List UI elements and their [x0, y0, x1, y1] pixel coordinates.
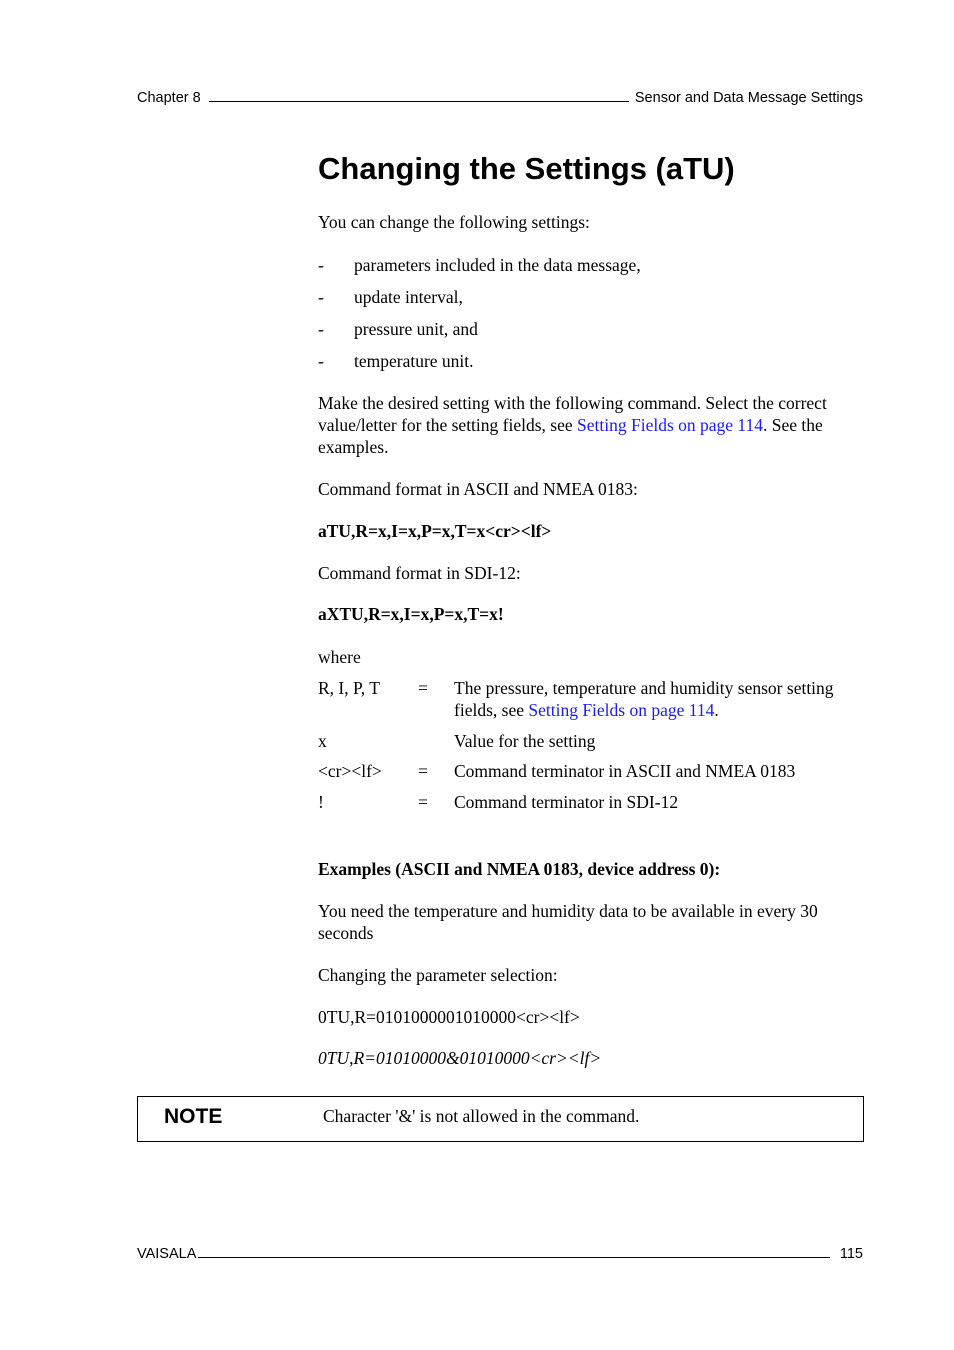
list-dash: - — [318, 287, 324, 307]
example-command-alt: 0TU,R=01010000&01010000<cr><lf> — [318, 1048, 602, 1068]
definition-desc-end: . — [714, 700, 719, 720]
sdi-command-text: aXTU,R=x,I=x,P=x,T=x! — [318, 604, 504, 624]
list-item: parameters included in the data message, — [354, 255, 641, 275]
ascii-command — [318, 520, 864, 542]
example-command: 0TU,R=0101000001010000<cr><lf> — [318, 1007, 580, 1027]
section-label: Sensor and Data Message Settings — [634, 90, 863, 106]
page-number: 115 — [839, 1246, 863, 1262]
ascii-command-text: aTU,R=x,I=x,P=x,T=x<cr><lf> — [318, 521, 552, 541]
setting-fields-link[interactable]: Setting Fields on page 114 — [577, 415, 764, 435]
definition-term: x — [318, 731, 327, 751]
list-item: update interval, — [354, 287, 463, 307]
definition-equals: = — [418, 678, 428, 698]
chapter-label: Chapter 8 — [137, 90, 201, 106]
note-text: Character '&' is not allowed in the command. — [323, 1106, 640, 1126]
intro-text: You can change the following settings: — [318, 212, 590, 232]
footer-rule — [198, 1257, 830, 1258]
instruction-paragraph — [318, 392, 864, 458]
definition-term: ! — [318, 792, 324, 812]
setting-fields-link[interactable]: Setting Fields on page 114 — [528, 700, 715, 720]
definition-term: R, I, P, T — [318, 678, 380, 698]
ascii-format-label: Command format in ASCII and NMEA 0183: — [318, 479, 638, 499]
note-box — [137, 1096, 864, 1142]
instruction-text: Make the desired setting with the following command. Select the correct value/letter for the setting fields, see — [318, 393, 827, 435]
examples-heading — [318, 858, 864, 880]
instruction-text-end: . See the examples. — [318, 415, 823, 457]
definition-desc — [454, 677, 864, 721]
page-title: Changing the Settings (aTU) — [318, 151, 735, 186]
definition-term: <cr><lf> — [318, 761, 382, 781]
page-header — [137, 86, 863, 106]
definition-equals: = — [418, 761, 428, 781]
list-dash: - — [318, 319, 324, 339]
note-label: NOTE — [164, 1105, 223, 1128]
list-dash: - — [318, 255, 324, 275]
list-item: temperature unit. — [354, 351, 474, 371]
definition-equals: = — [418, 792, 428, 812]
page-footer — [137, 1242, 863, 1262]
sdi-command — [318, 603, 864, 625]
changing-label: Changing the parameter selection: — [318, 965, 558, 985]
definition-desc-text: The pressure, temperature and humidity sensor setting fields, see — [454, 678, 834, 720]
sdi-format-label: Command format in SDI-12: — [318, 563, 521, 583]
list-item: pressure unit, and — [354, 319, 478, 339]
definition-desc: Command terminator in SDI-12 — [454, 792, 679, 812]
definition-desc: Value for the setting — [454, 731, 596, 751]
definition-desc: Command terminator in ASCII and NMEA 0183 — [454, 761, 796, 781]
example-intro: You need the temperature and humidity data to be available in every 30 seconds — [318, 901, 818, 943]
company-label: VAISALA — [137, 1246, 197, 1262]
list-dash: - — [318, 351, 324, 371]
examples-heading-text: Examples (ASCII and NMEA 0183, device address 0): — [318, 859, 721, 879]
where-label: where — [318, 647, 361, 667]
header-rule — [209, 101, 629, 102]
